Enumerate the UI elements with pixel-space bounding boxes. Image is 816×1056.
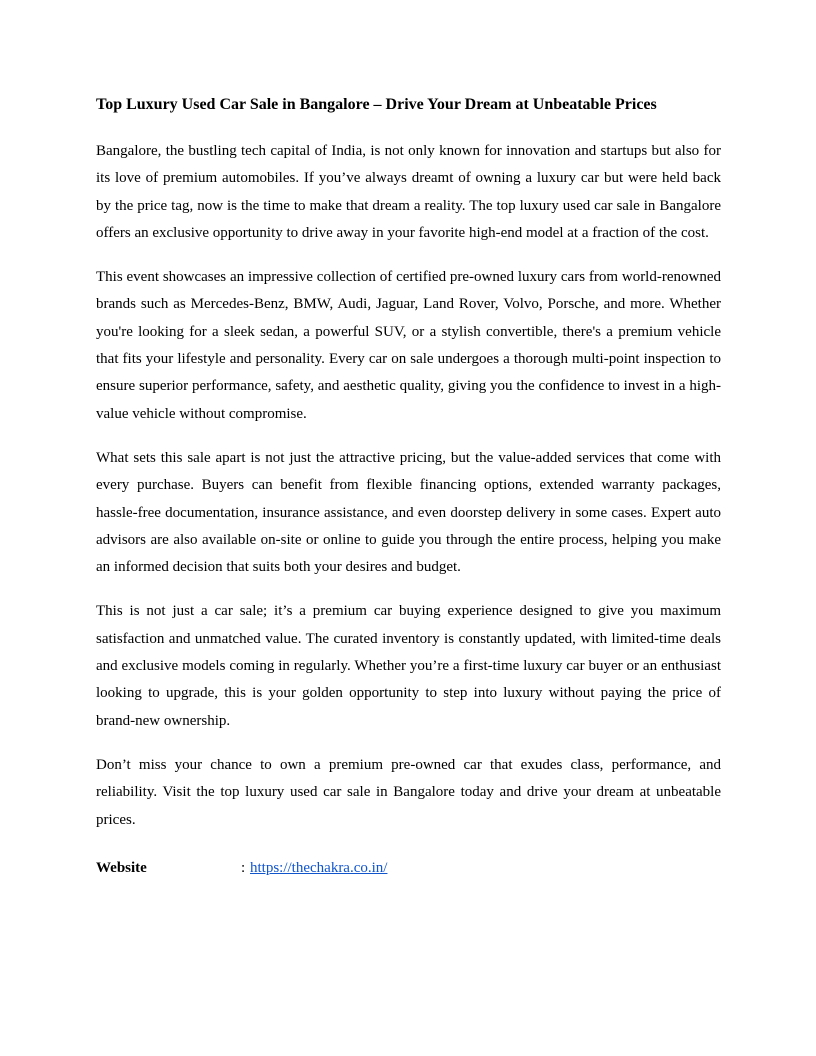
- paragraph-closing: Don’t miss your chance to own a premium pre-owned car that exudes class, performance, and reliability. Visit the top luxury used car sale in Bangalore today and drive your dream at unbeatable prices.: [96, 756, 721, 828]
- paragraph-services: What sets this sale apart is not just the attractive pricing, but the value-added services that come with every purchase. Buyers can benefit from flexible financing options, extended warranty packages, hassle-free documentation, insurance assistance, and even doorstep delivery in some cases. Expert auto advisors are also available on-site or online to guide you through the entire process, helping you make an informed decision that suits both your desires and budget.: [96, 449, 721, 576]
- paragraph-experience: This is not just a car sale; it’s a premium car buying experience designed to give you maximum satisfaction and unmatched value. The curated inventory is constantly updated, with limited-time deals and exclusive models coming in regularly. Whether you’re a first-time luxury car buyer or an enthusiast looking to upgrade, this is your golden opportunity to step into luxury without paying the price of brand-new ownership.: [96, 603, 721, 729]
- document-page: [96, 94, 721, 879]
- paragraph-intro: Bangalore, the bustling tech capital of India, is not only known for innovation and startups but also for its love of premium automobiles. If you’ve always dreamt of owning a luxury car but were held back by the price tag, now is the time to make that dream a reality. The top luxury used car sale in Bangalore offers an exclusive opportunity to drive away in your favorite high-end model at a fraction of the cost.: [96, 143, 721, 241]
- website-label: Website: [96, 859, 147, 876]
- paragraph-showcase: This event showcases an impressive collection of certified pre-owned luxury cars from world-renowned brands such as Mercedes-Benz, BMW, Audi, Jaguar, Land Rover, Volvo, Porsche, and more. Whether you're looking for a sleek sedan, a powerful SUV, or a stylish convertible, there's a premium vehicle that fits your lifestyle and personality. Every car on sale undergoes a thorough multi-point inspection to ensure superior performance, safety, and aesthetic quality, giving you the confidence to invest in a high-value vehicle without compromise.: [96, 269, 721, 422]
- website-separator: :: [241, 859, 246, 876]
- document-title: Top Luxury Used Car Sale in Bangalore – Drive Your Dream at Unbeatable Prices: [96, 96, 657, 113]
- website-link[interactable]: https://thechakra.co.in/: [250, 859, 388, 876]
- website-row: [96, 857, 721, 879]
